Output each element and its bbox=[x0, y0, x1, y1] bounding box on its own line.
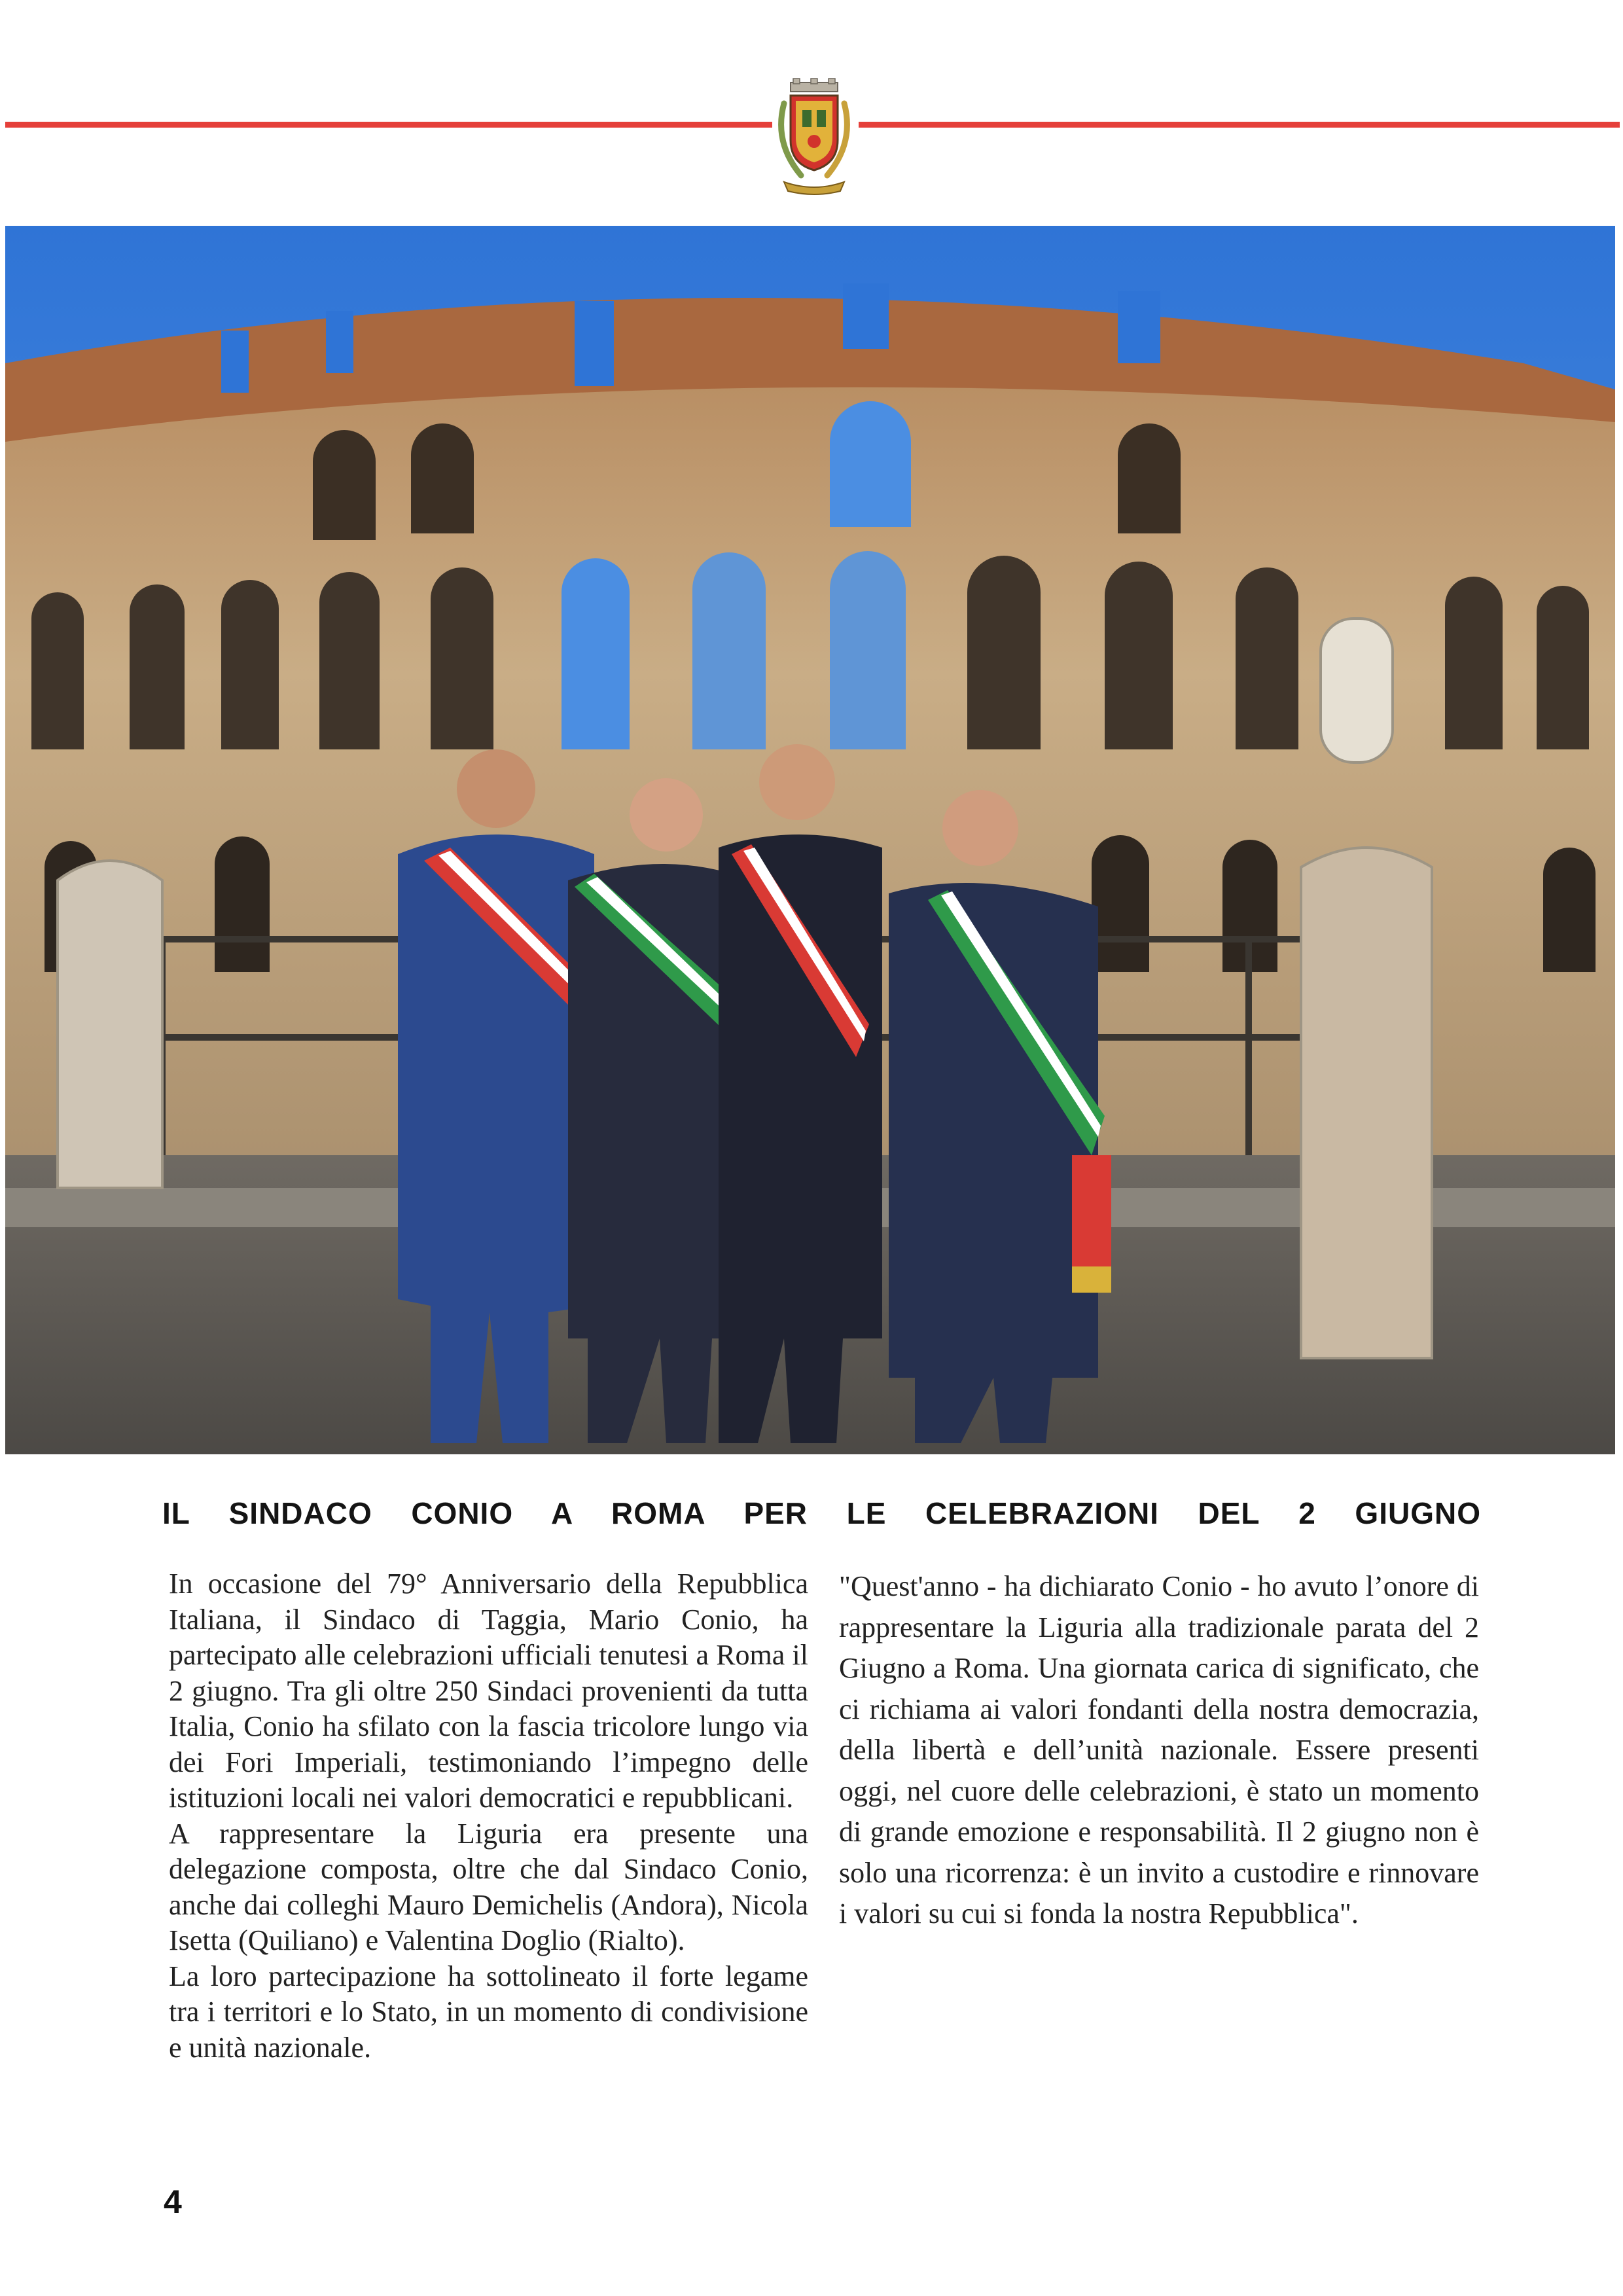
article-paragraph: A rappresentare la Liguria era presente una delegazione composta, oltre che dal Sindaco Conio, anche dai colleghi Mauro Demichelis (Andora), Nicola Isetta (Quiliano) e Valentina Doglio (Rialto). bbox=[169, 1817, 808, 1956]
article-left-column bbox=[169, 1566, 808, 2066]
article-quote-paragraph: "Quest'anno - ha dichiarato Conio - ho avuto l’onore di rappresentare la Liguria alla tradizionale parata del 2 Giugno a Roma. Una giornata carica di significato, che ci richiama ai valori fondanti della nostra democrazia, della libertà e dell’unità nazionale. Essere presenti oggi, nel cuore delle celebrazioni, è stato un momento di grande emozione e responsabilità. Il 2 giugno non è solo una ricorrenza: è un invito a custodire e rinnovare i valori su cui si fonda la nostra Repubblica". bbox=[839, 1570, 1479, 1929]
header-rule-right bbox=[859, 122, 1620, 128]
header-rule-left bbox=[5, 122, 772, 128]
article-headline: IL SINDACO CONIO A ROMA PER LE CELEBRAZIONI DEL 2 GIUGNO bbox=[162, 1496, 1481, 1530]
article-paragraph: In occasione del 79° Anniversario della Repubblica Italiana, il Sindaco di Taggia, Mario Conio, ha partecipato alle celebrazioni ufficiali tenutesi a Roma il 2 giugno. Tra gli oltre 250 Sindaci provenienti da tutta Italia, Conio ha sfilato con la fascia tricolore lungo via dei Fori Imperiali, testimoniando l’impegno delle istituzioni locali nei valori democratici e repubblicani. bbox=[169, 1568, 808, 1814]
page-number: 4 bbox=[164, 2183, 182, 2220]
coat-of-arms-icon bbox=[770, 77, 859, 198]
colosseum-photo bbox=[5, 226, 1615, 1454]
article-paragraph: La loro partecipazione ha sottolineato il forte legame tra i territori e lo Stato, in un momento di condivisione e unità nazionale. bbox=[169, 1960, 808, 2064]
article-right-column bbox=[839, 1566, 1479, 1935]
